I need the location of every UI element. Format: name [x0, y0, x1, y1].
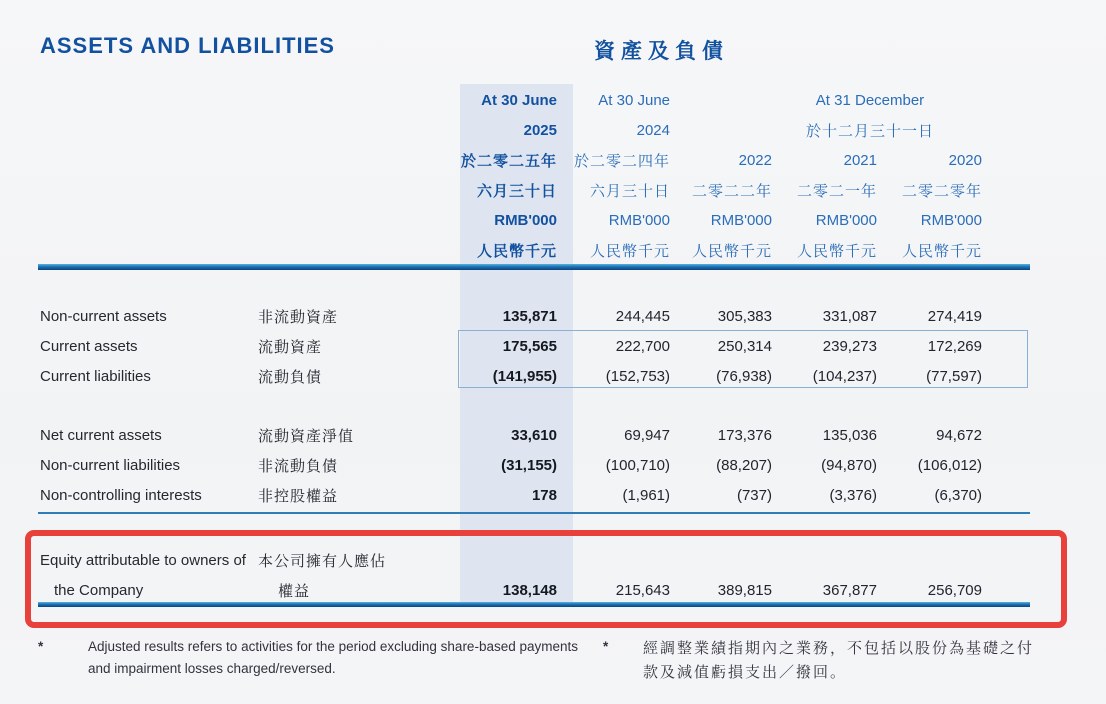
- row-label-en: Non-current assets: [40, 307, 167, 325]
- header-row-cny: [38, 235, 1030, 265]
- row-label-en: Equity attributable to owners of: [40, 551, 246, 569]
- current-items-outline-box: [458, 330, 1028, 388]
- row-label-zh: 本公司擁有人應佔: [258, 552, 387, 570]
- table-row-non-controlling-interests: [38, 480, 1030, 510]
- header-row-year: [38, 115, 1030, 145]
- row-label-en: Non-controlling interests: [40, 486, 202, 504]
- value-cell: 367,877: [822, 581, 877, 599]
- value-cell: 256,709: [927, 581, 982, 599]
- subtotal-divider-rule: [38, 512, 1030, 514]
- value-cell: 94,672: [936, 426, 982, 444]
- header-2025-year: 2025: [523, 121, 557, 139]
- value-cell: (100,710): [605, 456, 670, 474]
- header-2024-year: 2024: [636, 121, 670, 139]
- spacer-row: [38, 265, 1030, 301]
- value-cell: (31,155): [501, 456, 557, 474]
- value-cell: (1,961): [622, 486, 670, 504]
- row-label-en: Current assets: [40, 337, 138, 355]
- value-cell: 172,269: [927, 337, 982, 355]
- header-2020-cny: 人民幣千元: [901, 242, 982, 260]
- row-label-zh: 流動資產: [258, 338, 323, 356]
- header-2020-year: 2020: [948, 151, 982, 169]
- header-row-rmb: [38, 205, 1030, 235]
- row-label-zh: 非流動資產: [258, 308, 339, 326]
- row-label-en: Non-current liabilities: [40, 456, 181, 474]
- table-row-net-current-assets: [38, 420, 1030, 450]
- header-row-zh-date: [38, 175, 1030, 205]
- value-cell: 274,419: [927, 307, 982, 325]
- header-2025-zh-date: 六月三十日: [476, 182, 557, 200]
- row-label-zh: 非控股權益: [258, 487, 339, 505]
- table-row-non-current-assets: [38, 301, 1030, 331]
- header-2022-zh-year: 二零二二年: [691, 182, 772, 200]
- footnote-text-zh: 經調整業績指期內之業務，不包括以股份為基礎之付款及減值虧損支出／撥回。: [643, 639, 1035, 681]
- value-cell: 135,871: [502, 307, 557, 325]
- value-cell: 69,947: [624, 426, 670, 444]
- value-cell: 173,376: [717, 426, 772, 444]
- row-label-zh: 流動負債: [258, 368, 323, 386]
- value-cell: 178: [531, 486, 557, 504]
- header-2025-rmb: RMB'000: [494, 211, 557, 229]
- header-divider-rule: [38, 264, 1030, 270]
- header-2022-year: 2022: [738, 151, 772, 169]
- header-2024-cny: 人民幣千元: [589, 242, 670, 260]
- value-cell: 305,383: [717, 307, 772, 325]
- header-2020-zh-year: 二零二零年: [901, 182, 982, 200]
- header-2021-year: 2021: [843, 151, 877, 169]
- value-cell: 135,036: [822, 426, 877, 444]
- value-cell: 331,087: [822, 307, 877, 325]
- value-cell: 250,314: [717, 337, 772, 355]
- value-cell: 239,273: [822, 337, 877, 355]
- header-2020-rmb: RMB'000: [920, 211, 982, 229]
- value-cell: (104,237): [812, 367, 877, 385]
- row-label-en: the Company: [54, 581, 144, 599]
- header-2024-date-en: At 30 June: [598, 91, 670, 109]
- value-cell: (6,370): [934, 486, 982, 504]
- value-cell: (77,597): [926, 367, 982, 385]
- page-title-zh: 資產及負債: [594, 40, 729, 63]
- header-2024-zh-prefix: 於二零二四年: [573, 152, 670, 170]
- value-cell: (88,207): [716, 456, 772, 474]
- header-2024-rmb: RMB'000: [608, 211, 670, 229]
- value-cell: (3,376): [829, 486, 877, 504]
- equity-highlight-red-box: [25, 530, 1067, 628]
- row-label-zh: 流動資產淨值: [258, 427, 355, 445]
- value-cell: 222,700: [615, 337, 670, 355]
- footnote-text-en: Adjusted results refers to activities for the period excluding share-based payments and impairment losses charged/reversed.: [88, 639, 579, 676]
- header-2024-zh-date: 六月三十日: [589, 182, 670, 200]
- value-cell: 215,643: [615, 581, 670, 599]
- value-cell: (152,753): [605, 367, 670, 385]
- value-cell: 389,815: [717, 581, 772, 599]
- footnote-marker-zh: *: [603, 639, 609, 654]
- value-cell: (106,012): [917, 456, 982, 474]
- header-2021-cny: 人民幣千元: [796, 242, 877, 260]
- header-december-group-zh: 於十二月三十一日: [805, 122, 934, 140]
- value-cell: 33,610: [511, 426, 557, 444]
- header-2022-cny: 人民幣千元: [691, 242, 772, 260]
- value-cell: (76,938): [716, 367, 772, 385]
- value-cell: (737): [736, 486, 772, 504]
- header-december-group-en: At 31 December: [815, 91, 925, 109]
- header-2025-cny: 人民幣千元: [476, 242, 557, 260]
- header-2022-rmb: RMB'000: [710, 211, 772, 229]
- table-row-non-current-liabilities: [38, 450, 1030, 480]
- footnote-marker-en: *: [38, 639, 44, 654]
- value-cell: (141,955): [492, 367, 557, 385]
- row-label-zh: 權益: [278, 582, 311, 600]
- value-cell: 244,445: [615, 307, 670, 325]
- spacer-row: [38, 391, 1030, 420]
- header-row-zh-prefix: [38, 145, 1030, 175]
- header-2021-rmb: RMB'000: [815, 211, 877, 229]
- header-2025-zh-prefix: 於二零二五年: [460, 152, 557, 170]
- row-label-zh: 非流動負債: [258, 457, 339, 475]
- header-2025-date-en: At 30 June: [481, 91, 557, 109]
- row-label-en: Current liabilities: [40, 367, 151, 385]
- page-title-en: ASSETS AND LIABILITIES: [40, 33, 335, 58]
- row-label-en: Net current assets: [40, 426, 162, 444]
- header-2021-zh-year: 二零二一年: [796, 182, 877, 200]
- value-cell: 138,148: [502, 581, 557, 599]
- header-row-date-en: [38, 85, 1030, 115]
- value-cell: (94,870): [821, 456, 877, 474]
- value-cell: 175,565: [502, 337, 557, 355]
